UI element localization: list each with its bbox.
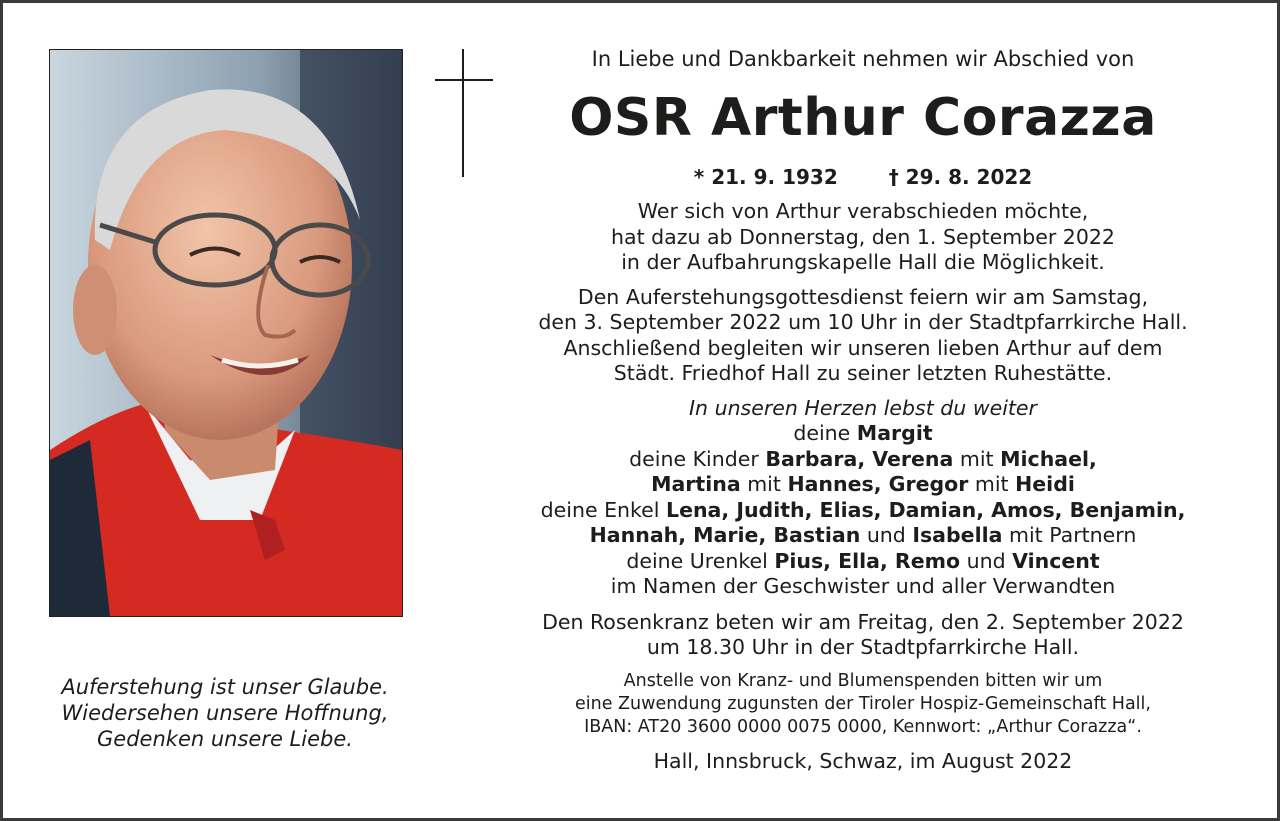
obituary-text [513, 45, 1213, 774]
cross-icon [435, 49, 493, 177]
text-line: um 18.30 Uhr in der Stadtpfarrkirche Hall. [646, 635, 1080, 659]
life-dates [513, 165, 1213, 189]
mourner-line: Hannah, Marie, Bastian und Isabella mit Partnern [589, 523, 1137, 547]
mourner-line: im Namen der Geschwister und aller Verwandten [610, 574, 1116, 598]
intro-line: In Liebe und Dankbarkeit nehmen wir Abschied von [591, 47, 1135, 71]
text-line: IBAN: AT20 3600 0000 0075 0000, Kennwort: „Arthur Corazza“. [584, 716, 1142, 737]
text-line: Anstelle von Kranz- und Blumenspenden bitten wir um [623, 670, 1103, 691]
mourners-list [513, 396, 1213, 600]
text-line: Den Auferstehungsgottesdienst feiern wir am Samstag, [577, 284, 1149, 309]
text-line: Anschließend begleiten wir unseren lieben Arthur auf dem [563, 335, 1163, 360]
portrait-photo [49, 49, 403, 617]
birth-date: * 21. 9. 1932 [693, 165, 838, 189]
portrait-illustration [50, 50, 402, 616]
text-line: in der Aufbahrungskapelle Hall die Möglichkeit. [621, 250, 1105, 274]
text-line: den 3. September 2022 um 10 Uhr in der Stadtpfarrkirche Hall. [538, 310, 1188, 334]
quote-line: Wiedersehen unsere Hoffnung, [61, 701, 389, 725]
text-line: hat dazu ab Donnerstag, den 1. September 2022 [611, 224, 1115, 249]
mourner-line: Martina mit Hannes, Gregor mit Heidi [651, 472, 1075, 496]
rosary-paragraph [513, 610, 1213, 661]
memorial-quote [49, 674, 401, 752]
quote-line: Gedenken unsere Liebe. [97, 727, 353, 751]
text-line: Den Rosenkranz beten wir am Freitag, den 2. September 2022 [542, 609, 1184, 634]
text-line: Wer sich von Arthur verabschieden möchte, [637, 199, 1089, 223]
text-line: Städt. Friedhof Hall zu seiner letzten Ruhestätte. [613, 361, 1113, 385]
death-date: † 29. 8. 2022 [888, 165, 1033, 189]
donation-paragraph [513, 670, 1213, 739]
place-date: Hall, Innsbruck, Schwaz, im August 2022 [653, 748, 1073, 773]
service-paragraph [513, 285, 1213, 387]
mourner-line: deine Enkel Lena, Judith, Elias, Damian, Amos, Benjamin, [540, 497, 1186, 522]
farewell-paragraph [513, 199, 1213, 276]
quote-line: Auferstehung ist unser Glaube. [61, 675, 389, 699]
mourner-line: deine Margit [793, 421, 933, 445]
text-line: eine Zuwendung zugunsten der Tiroler Hospiz-Gemeinschaft Hall, [575, 693, 1151, 714]
mourner-line: deine Urenkel Pius, Ella, Remo und Vincent [626, 548, 1100, 573]
mourner-line: deine Kinder Barbara, Verena mit Michael, [629, 446, 1097, 471]
mourners-heading: In unseren Herzen lebst du weiter [689, 395, 1037, 420]
deceased-name: OSR Arthur Corazza [569, 88, 1157, 148]
